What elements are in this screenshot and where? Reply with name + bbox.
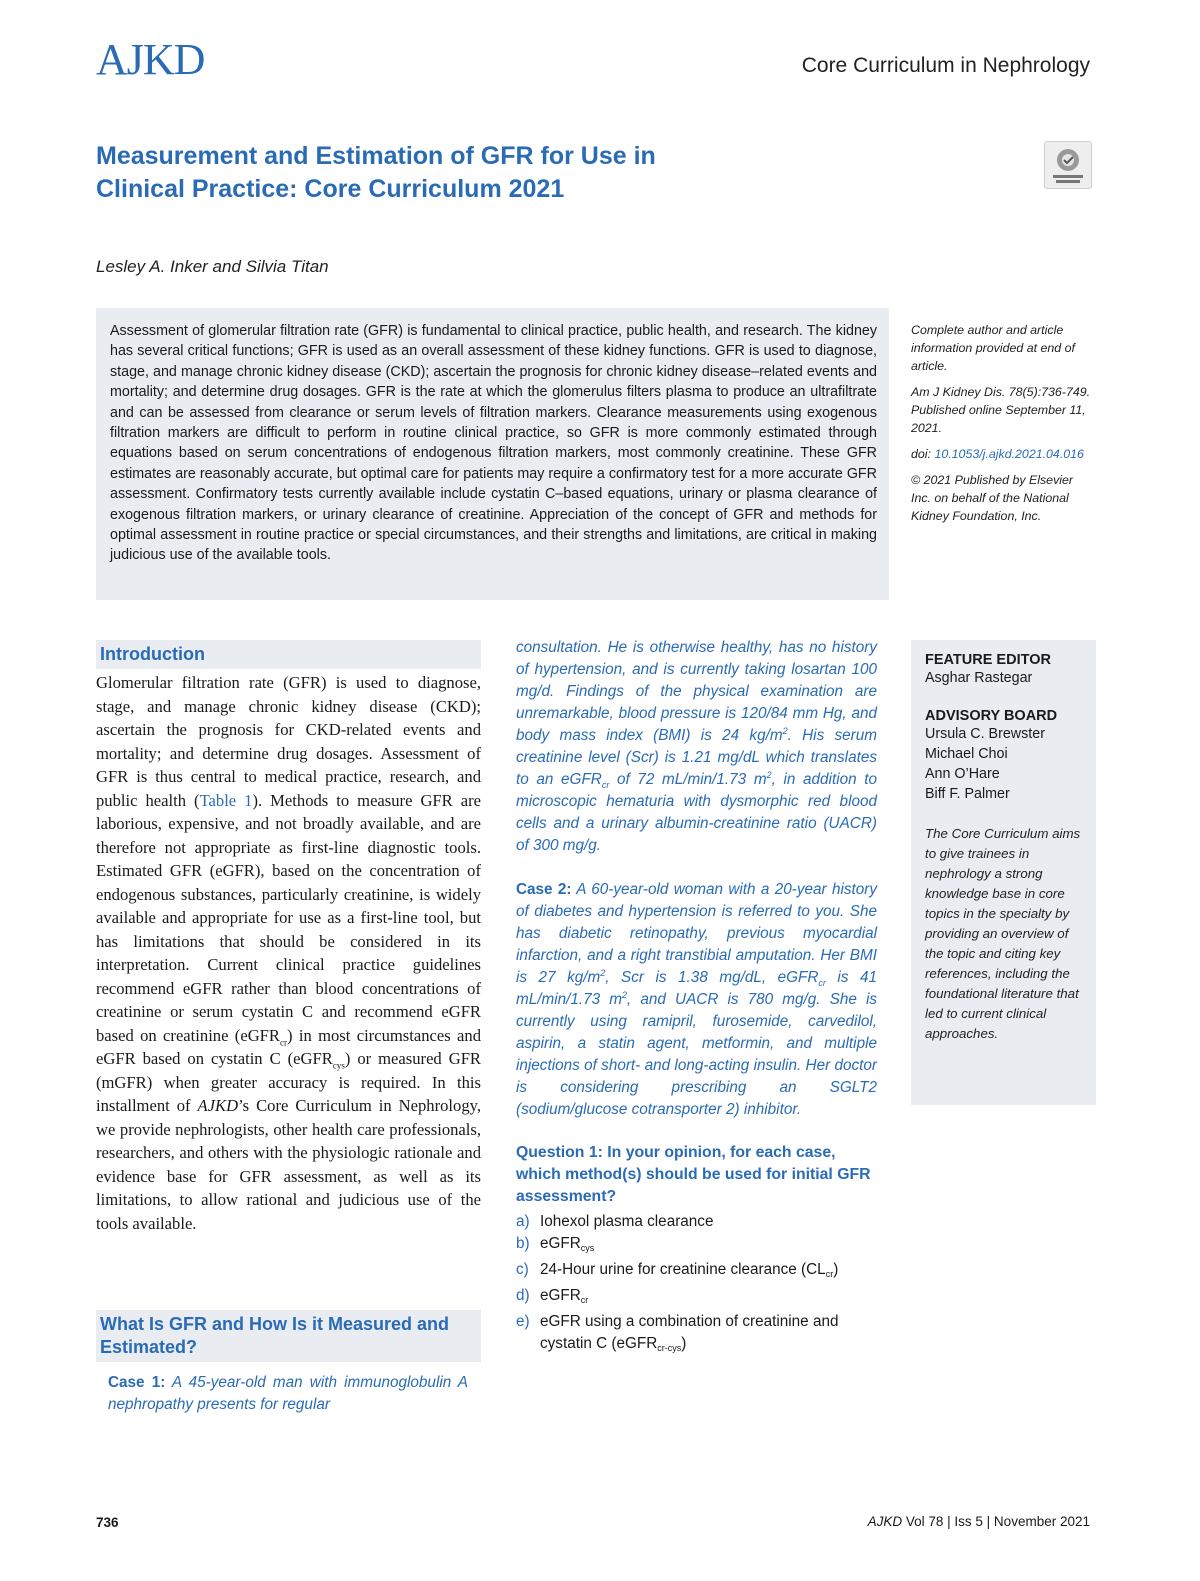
superscript-2: 2 — [600, 967, 606, 978]
doi-label: doi: — [911, 447, 931, 461]
option-text: 24-Hour urine for creatinine clearance (CL — [540, 1261, 826, 1278]
footer-issue: Vol 78 | Iss 5 | November 2021 — [905, 1514, 1090, 1529]
case-1-text-e: , in addition to microscopic hematuria with dysmorphic red blood cells and a urinary albumin-creatinine ratio (UACR) of 300 mg/g. — [516, 771, 877, 854]
question-1: Question 1: In your opinion, for each case, which method(s) should be used for initial GFR assessment? — [516, 1144, 871, 1205]
editorial-sidebar — [911, 640, 1096, 1105]
feature-editor-name: Asghar Rastegar — [925, 670, 1033, 686]
check-for-updates-icon[interactable] — [1044, 141, 1092, 189]
copyright: © 2021 Published by Elsevier Inc. on behalf of the National Kidney Foundation, Inc. — [911, 473, 1074, 523]
case-1-start — [108, 1372, 468, 1416]
article-title: Measurement and Estimation of GFR for Use in Clinical Practice: Core Curriculum 2021 — [96, 142, 656, 203]
option-letter: b) — [516, 1235, 530, 1252]
page-number: 736 — [96, 1515, 119, 1530]
footer-journal-name: AJKD — [867, 1514, 903, 1529]
section-name: Core Curriculum in Nephrology — [801, 54, 1090, 77]
case-2-label: Case 2: — [516, 881, 572, 898]
subscript-cr: cr — [279, 1036, 287, 1047]
doi — [911, 445, 1096, 463]
option-subscript: cys — [580, 1243, 595, 1253]
intro-text-5: ’s Core Curriculum in Nephrology, we provide nephrologists, other health care professionals, researchers, and others with the physiologic rationale and evidence base for GFR assessment, as well as its limitations, to allow rational and judicious use of the tools available. — [96, 1096, 481, 1233]
option-tail: ) — [833, 1261, 839, 1278]
subscript-cys: cys — [332, 1060, 345, 1071]
case-1-continued — [516, 637, 877, 857]
intro-text-3: ) in most circumstances and eGFR based on cystatin C (eGFR — [96, 1025, 481, 1068]
advisory-member: Biff F. Palmer — [925, 786, 1010, 802]
option-d — [516, 1285, 877, 1311]
option-letter: d) — [516, 1287, 530, 1304]
introduction-heading: Introduction — [96, 640, 481, 669]
option-letter: c) — [516, 1261, 529, 1278]
author-note: Complete author and article information provided at end of article. — [911, 323, 1075, 373]
case-1-text-c: . His serum creatinine level (Scr) is 1.21 mg/dL which translates to an eGFR — [516, 727, 877, 788]
introduction-paragraph — [96, 671, 481, 1235]
intro-text-4: ) or measured GFR (mGFR) when greater accuracy is required. In this installment of — [96, 1049, 482, 1115]
authors: Lesley A. Inker and Silvia Titan — [96, 257, 329, 276]
superscript-2: 2 — [782, 725, 788, 736]
option-text: eGFR — [540, 1235, 581, 1252]
option-text: eGFR — [540, 1287, 581, 1304]
abstract-box — [96, 308, 889, 600]
case-2-text-d: , and UACR is 780 mg/g. She is currently using ramipril, furosemide, carvedilol, aspirin, a statin agent, metformin, and multiple injections of short- and long-acting insulin. Her doctor is considering prescribing an SGLT2 (sodium/glucose cotransporter 2) inhibitor. — [516, 991, 877, 1118]
option-letter: e) — [516, 1313, 530, 1330]
case-2-text-c: is 41 mL/min/1.73 m — [516, 969, 878, 1008]
citation: Am J Kidney Dis. 78(5):736-749. Published online September 11, 2021. — [911, 385, 1091, 435]
superscript-2: 2 — [622, 989, 628, 1000]
option-subscript: cr — [580, 1295, 589, 1305]
column-2 — [516, 637, 877, 1359]
option-b — [516, 1233, 877, 1259]
case-2-text-a: A 60-year-old woman with a 20-year history of diabetes and hypertension is referred to you. She has diabetic retinopathy, previous myocardial infarction, and a right transtibial amputation. Her BMI is 27 kg/m — [516, 881, 877, 986]
advisory-member: Ursula C. Brewster — [925, 726, 1045, 742]
superscript-2: 2 — [766, 769, 772, 780]
option-subscript: cr — [825, 1269, 834, 1279]
case-1-label: Case 1: — [108, 1374, 166, 1391]
table-1-link[interactable]: Table 1 — [199, 790, 253, 810]
case-2-text-b: , Scr is 1.38 mg/dL, eGFR — [605, 969, 819, 986]
option-c — [516, 1259, 877, 1285]
journal-logo: AJKD — [96, 35, 205, 84]
subscript-cr: cr — [601, 780, 610, 791]
option-text: eGFR using a combination of creatinine and cystatin C (eGFR — [540, 1313, 839, 1352]
option-tail: ) — [681, 1335, 687, 1352]
case-2 — [516, 879, 877, 1121]
article-info — [911, 321, 1096, 533]
intro-text-2: ). Methods to measure GFR are laborious, expensive, and not broadly available, and are therefore not appropriate as first-line diagnostic tools. Estimated GFR (eGFR), based on the concentration of endogenous substances, particularly creatinine, is widely available and appropriate for use as a first-line tool, but has limitations that should be considered in its interpretation. Current clinical practice guidelines recommend eGFR rather than blood concentrations of creatinine or serum cystatin C and recommend eGFR based on creatinine (eGFR — [96, 790, 481, 1045]
abstract-text: Assessment of glomerular filtration rate (GFR) is fundamental to clinical practice, public health, and research. The kidney has several critical functions; GFR is used as an overall assessment of these kidney functions. GFR is used to diagnose, stage, and manage chronic kidney disease (CKD); ascertain the prognosis for chronic kidney disease–related events and mortality; and determine drug dosages. GFR is the rate at which the glomerulus filters plasma to produce an ultrafiltrate and can be assessed from clearance or serum levels of filtration markers. Clearance measurements using exogenous filtration markers are difficult to perform in routine clinical practice, so GFR is more commonly estimated through equations based on serum concentrations of endogenous filtration markers, most commonly creatinine. These GFR estimates are reasonably accurate, but optimal care for patients may require a confirmatory test for a more accurate GFR assessment. Confirmatory tests currently available include cystatin C–based equations, urinary or plasma clearance of exogenous filtration markers, or urinary clearance of creatinine. Appreciation of the concept of GFR and methods for optimal assessment in routine practice or special circumstances, and their strengths and limitations, are critical in making judicious use of the available tools. — [110, 323, 877, 564]
ajkd-italic: AJKD — [197, 1096, 239, 1115]
feature-editor-heading: FEATURE EDITOR — [925, 652, 1051, 668]
option-a — [516, 1211, 877, 1233]
option-text: Iohexol plasma clearance — [540, 1213, 714, 1230]
advisory-member: Ann O’Hare — [925, 766, 1000, 782]
gfr-measurement-heading: What Is GFR and How Is it Measured and Estimated? — [96, 1310, 481, 1362]
intro-text-1: Glomerular filtration rate (GFR) is used to diagnose, stage, and manage chronic kidney disease (CKD); ascertain the prognosis for CKD-related events and mortality; and determine drug dosages. Assessment of GFR is thus central to medical practice, research, and public health ( — [96, 673, 481, 810]
advisory-member: Michael Choi — [925, 746, 1008, 762]
option-e — [516, 1311, 877, 1359]
core-curriculum-description: The Core Curriculum aims to give trainees in nephrology a strong knowledge base in core topics in the specialty by providing an overview of the topic and citing key references, including the foundational literature that led to current clinical approaches. — [925, 826, 1081, 1041]
subscript-cr: cr — [818, 978, 826, 989]
case-1-text-a: A 45-year-old man with immunoglobulin A nephropathy presents for regular — [108, 1374, 469, 1413]
doi-link[interactable]: 10.1053/j.ajkd.2021.04.016 — [934, 447, 1084, 461]
option-subscript: cr-cys — [657, 1343, 682, 1353]
journal-issue — [868, 1514, 1090, 1529]
question-1-options — [516, 1211, 877, 1359]
option-letter: a) — [516, 1213, 530, 1230]
advisory-board-heading: ADVISORY BOARD — [925, 708, 1058, 724]
case-1-text-d: of 72 mL/min/1.73 m — [609, 771, 767, 788]
case-1-text-b: consultation. He is otherwise healthy, has no history of hypertension, and is currently taking losartan 100 mg/d. Findings of the physical examination are unremarkable, blood pressure is 120/84 mm Hg, and body mass index (BMI) is 24 kg/m — [516, 639, 877, 744]
